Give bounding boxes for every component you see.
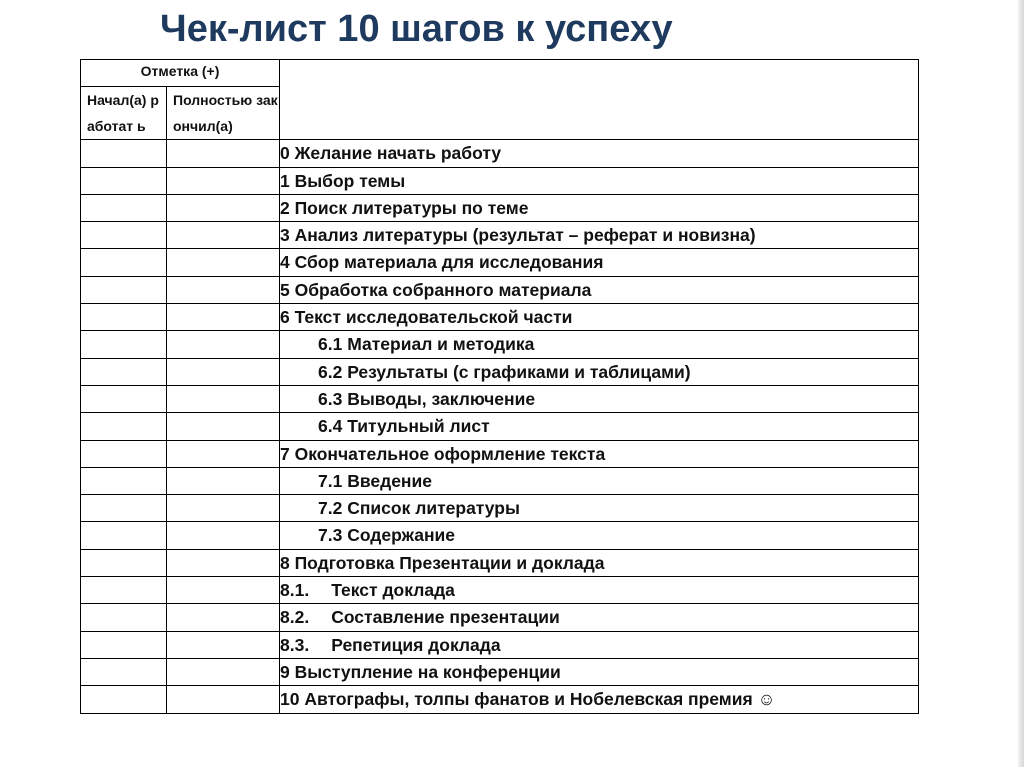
substep-label: 6.1 Материал и методика <box>280 331 919 358</box>
table-row <box>81 276 919 303</box>
started-checkbox-cell[interactable] <box>81 631 167 658</box>
step-label: 7 Окончательное оформление текста <box>280 440 919 467</box>
finished-checkbox-cell[interactable] <box>167 631 280 658</box>
table-row <box>81 522 919 549</box>
table-row <box>81 467 919 494</box>
finished-checkbox-cell[interactable] <box>167 413 280 440</box>
started-checkbox-cell[interactable] <box>81 140 167 167</box>
started-checkbox-cell[interactable] <box>81 249 167 276</box>
table-row <box>81 222 919 249</box>
step-number: 8.1. <box>280 580 310 601</box>
substep-label: 7.1 Введение <box>280 467 919 494</box>
header-row <box>81 60 919 87</box>
finished-checkbox-cell[interactable] <box>167 658 280 685</box>
table-row <box>81 167 919 194</box>
step-label: 0 Желание начать работу <box>280 140 919 167</box>
table-row <box>81 495 919 522</box>
started-checkbox-cell[interactable] <box>81 658 167 685</box>
substep-label: 6.3 Выводы, заключение <box>280 385 919 412</box>
step-label: 1 Выбор темы <box>280 167 919 194</box>
step-label: 6 Текст исследовательской части <box>280 304 919 331</box>
step-label: 4 Сбор материала для исследования <box>280 249 919 276</box>
step-number: 8.3. <box>280 634 310 655</box>
started-checkbox-cell[interactable] <box>81 495 167 522</box>
finished-checkbox-cell[interactable] <box>167 331 280 358</box>
step-label <box>280 577 919 604</box>
step-label: 2 Поиск литературы по теме <box>280 194 919 221</box>
started-checkbox-cell[interactable] <box>81 385 167 412</box>
step-text: Репетиция доклада <box>331 634 501 655</box>
table-row <box>81 577 919 604</box>
table-row <box>81 658 919 685</box>
started-column-header: Начал(а) работат ь <box>81 87 167 140</box>
step-number: 8.2. <box>280 607 310 628</box>
finished-checkbox-cell[interactable] <box>167 385 280 412</box>
started-checkbox-cell[interactable] <box>81 467 167 494</box>
started-checkbox-cell[interactable] <box>81 440 167 467</box>
table-row <box>81 686 919 713</box>
table-row <box>81 440 919 467</box>
finished-column-header: Полностью закончил(а) <box>167 87 280 140</box>
substep-label: 7.3 Содержание <box>280 522 919 549</box>
slide-edge <box>1018 0 1024 767</box>
table-row <box>81 331 919 358</box>
mark-column-header: Отметка (+) <box>81 60 280 87</box>
table-row <box>81 140 919 167</box>
substep-label: 7.2 Список литературы <box>280 495 919 522</box>
finished-checkbox-cell[interactable] <box>167 194 280 221</box>
started-checkbox-cell[interactable] <box>81 167 167 194</box>
finished-checkbox-cell[interactable] <box>167 358 280 385</box>
finished-checkbox-cell[interactable] <box>167 222 280 249</box>
step-label: 10 Автографы, толпы фанатов и Нобелевская премия ☺ <box>280 686 919 713</box>
finished-checkbox-cell[interactable] <box>167 467 280 494</box>
finished-checkbox-cell[interactable] <box>167 686 280 713</box>
started-checkbox-cell[interactable] <box>81 194 167 221</box>
checklist-table <box>80 59 919 714</box>
finished-checkbox-cell[interactable] <box>167 440 280 467</box>
started-checkbox-cell[interactable] <box>81 522 167 549</box>
table-row <box>81 604 919 631</box>
step-label: 8 Подготовка Презентации и доклада <box>280 549 919 576</box>
page-title: Чек-лист 10 шагов к успеху <box>160 8 673 50</box>
table-row <box>81 358 919 385</box>
finished-checkbox-cell[interactable] <box>167 549 280 576</box>
finished-checkbox-cell[interactable] <box>167 495 280 522</box>
substep-label: 6.2 Результаты (с графиками и таблицами) <box>280 358 919 385</box>
step-label: 9 Выступление на конференции <box>280 658 919 685</box>
table-row <box>81 631 919 658</box>
started-checkbox-cell[interactable] <box>81 276 167 303</box>
table-row <box>81 413 919 440</box>
finished-checkbox-cell[interactable] <box>167 604 280 631</box>
started-checkbox-cell[interactable] <box>81 358 167 385</box>
started-checkbox-cell[interactable] <box>81 413 167 440</box>
table-row <box>81 385 919 412</box>
step-label <box>280 631 919 658</box>
step-label: 5 Обработка собранного материала <box>280 276 919 303</box>
finished-checkbox-cell[interactable] <box>167 249 280 276</box>
started-checkbox-cell[interactable] <box>81 331 167 358</box>
step-text: Составление презентации <box>331 607 560 628</box>
started-checkbox-cell[interactable] <box>81 549 167 576</box>
started-checkbox-cell[interactable] <box>81 222 167 249</box>
step-label: 3 Анализ литературы (результат – реферат и новизна) <box>280 222 919 249</box>
finished-checkbox-cell[interactable] <box>167 276 280 303</box>
table-row <box>81 249 919 276</box>
started-checkbox-cell[interactable] <box>81 604 167 631</box>
started-checkbox-cell[interactable] <box>81 577 167 604</box>
started-checkbox-cell[interactable] <box>81 304 167 331</box>
finished-checkbox-cell[interactable] <box>167 522 280 549</box>
task-column-header <box>280 60 919 140</box>
table-row <box>81 304 919 331</box>
finished-checkbox-cell[interactable] <box>167 167 280 194</box>
step-text: Текст доклада <box>331 580 455 601</box>
finished-checkbox-cell[interactable] <box>167 140 280 167</box>
started-checkbox-cell[interactable] <box>81 686 167 713</box>
table-row <box>81 549 919 576</box>
table-row <box>81 194 919 221</box>
finished-checkbox-cell[interactable] <box>167 304 280 331</box>
substep-label: 6.4 Титульный лист <box>280 413 919 440</box>
step-label <box>280 604 919 631</box>
finished-checkbox-cell[interactable] <box>167 577 280 604</box>
